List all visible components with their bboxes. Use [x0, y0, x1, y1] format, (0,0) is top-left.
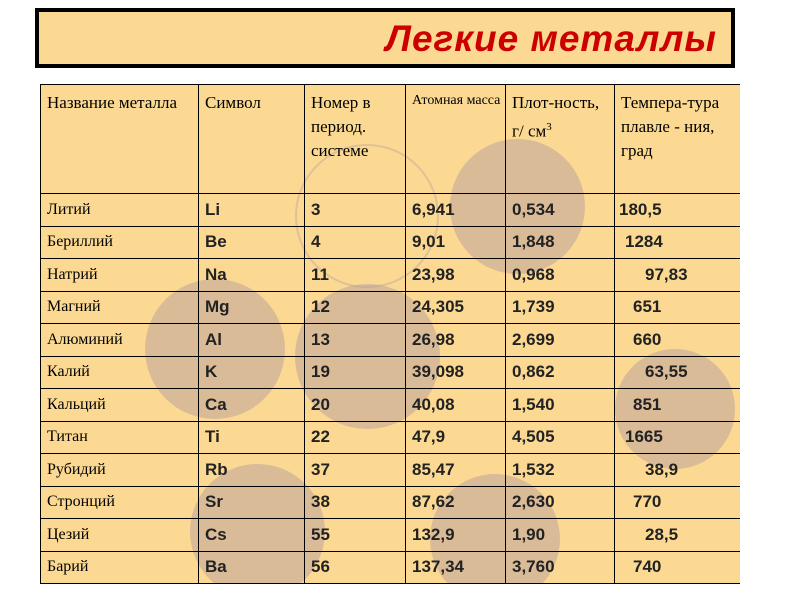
header-density: [506, 85, 615, 194]
metal-name-cell: Алюминий: [41, 324, 199, 357]
symbol-cell: Ba: [199, 551, 305, 584]
symbol-cell: Cs: [199, 519, 305, 552]
melting-temp-cell: 63,55: [615, 356, 741, 389]
atomic-mass-cell: 39,098: [406, 356, 506, 389]
number-cell: 55: [305, 519, 406, 552]
atomic-mass-cell: 24,305: [406, 291, 506, 324]
metal-name-cell: Цезий: [41, 519, 199, 552]
symbol-cell: K: [199, 356, 305, 389]
melting-temp-cell: 770: [615, 486, 741, 519]
atomic-mass-cell: 26,98: [406, 324, 506, 357]
melting-temp-cell: 97,83: [615, 259, 741, 292]
metal-name-cell: Магний: [41, 291, 199, 324]
symbol-cell: Al: [199, 324, 305, 357]
table-row: [41, 324, 741, 357]
number-cell: 13: [305, 324, 406, 357]
table-row: [41, 454, 741, 487]
symbol-cell: Rb: [199, 454, 305, 487]
metal-name-cell: Титан: [41, 421, 199, 454]
number-cell: 19: [305, 356, 406, 389]
symbol-cell: Sr: [199, 486, 305, 519]
atomic-mass-cell: 40,08: [406, 389, 506, 422]
symbol-cell: Na: [199, 259, 305, 292]
atomic-mass-cell: 132,9: [406, 519, 506, 552]
melting-temp-cell: 660: [615, 324, 741, 357]
symbol-cell: Li: [199, 194, 305, 227]
melting-temp-cell: 38,9: [615, 454, 741, 487]
title-banner: [35, 8, 735, 68]
metal-name-cell: Кальций: [41, 389, 199, 422]
density-cell: 1,532: [506, 454, 615, 487]
density-cell: 1,90: [506, 519, 615, 552]
symbol-cell: Mg: [199, 291, 305, 324]
table-row: [41, 486, 741, 519]
number-cell: 11: [305, 259, 406, 292]
melting-temp-cell: 851: [615, 389, 741, 422]
density-cell: 1,739: [506, 291, 615, 324]
symbol-cell: Ti: [199, 421, 305, 454]
number-cell: 12: [305, 291, 406, 324]
melting-temp-cell: 651: [615, 291, 741, 324]
metal-name-cell: Стронций: [41, 486, 199, 519]
header-name: Название металла: [41, 85, 199, 194]
atomic-mass-cell: 9,01: [406, 226, 506, 259]
melting-temp-cell: 740: [615, 551, 741, 584]
melting-temp-cell: 1665: [615, 421, 741, 454]
table-row: [41, 259, 741, 292]
number-cell: 4: [305, 226, 406, 259]
density-cell: 3,760: [506, 551, 615, 584]
number-cell: 56: [305, 551, 406, 584]
number-cell: 22: [305, 421, 406, 454]
table-row: [41, 226, 741, 259]
number-cell: 38: [305, 486, 406, 519]
number-cell: 3: [305, 194, 406, 227]
density-cell: 1,848: [506, 226, 615, 259]
header-melting-temp: Темпера-тура плавле - ния, град: [615, 85, 741, 194]
header-atomic-mass: Атомная масса: [406, 85, 506, 194]
metal-name-cell: Рубидий: [41, 454, 199, 487]
header-density-sup: 3: [546, 121, 552, 133]
atomic-mass-cell: 85,47: [406, 454, 506, 487]
metals-table: [40, 84, 740, 584]
number-cell: 37: [305, 454, 406, 487]
density-cell: 4,505: [506, 421, 615, 454]
density-cell: 0,534: [506, 194, 615, 227]
symbol-cell: Ca: [199, 389, 305, 422]
metal-name-cell: Литий: [41, 194, 199, 227]
table-row: [41, 519, 741, 552]
header-row: [41, 85, 741, 194]
table-row: [41, 389, 741, 422]
metal-name-cell: Калий: [41, 356, 199, 389]
atomic-mass-cell: 137,34: [406, 551, 506, 584]
melting-temp-cell: 1284: [615, 226, 741, 259]
metal-name-cell: Натрий: [41, 259, 199, 292]
metal-name-cell: Барий: [41, 551, 199, 584]
number-cell: 20: [305, 389, 406, 422]
metals-table-container: [40, 84, 740, 584]
density-cell: 2,699: [506, 324, 615, 357]
atomic-mass-cell: 23,98: [406, 259, 506, 292]
density-cell: 1,540: [506, 389, 615, 422]
metal-name-cell: Бериллий: [41, 226, 199, 259]
header-symbol: Символ: [199, 85, 305, 194]
symbol-cell: Be: [199, 226, 305, 259]
melting-temp-cell: 180,5: [615, 194, 741, 227]
table-row: [41, 551, 741, 584]
density-cell: 0,862: [506, 356, 615, 389]
density-cell: 0,968: [506, 259, 615, 292]
table-row: [41, 421, 741, 454]
density-cell: 2,630: [506, 486, 615, 519]
page-title: Легкие металлы: [385, 18, 717, 59]
atomic-mass-cell: 6,941: [406, 194, 506, 227]
atomic-mass-cell: 87,62: [406, 486, 506, 519]
table-row: [41, 194, 741, 227]
table-row: [41, 291, 741, 324]
header-number: Номер в период. системе: [305, 85, 406, 194]
atomic-mass-cell: 47,9: [406, 421, 506, 454]
table-row: [41, 356, 741, 389]
melting-temp-cell: 28,5: [615, 519, 741, 552]
header-density-label: Плот-ность, г/ см: [512, 93, 600, 141]
